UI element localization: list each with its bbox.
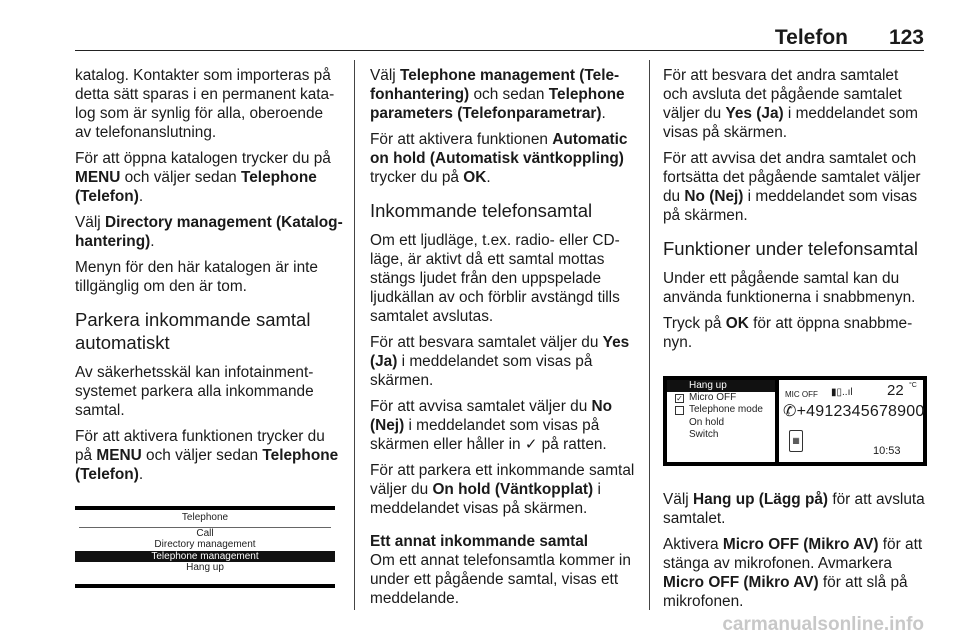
paragraph: Välj Directory management (Kataloghantering). [75,214,343,250]
paragraph: Om ett ljudläge, t.ex. radio- eller CD-läge, är aktivt då ett samtal mottas stängs ljudet från den uppspelade ljudkällan av och förblir avstängd tills samtalet avslutas. [370,232,620,325]
checkbox-checked-icon: ✓ [676,394,683,404]
section-heading: Funktioner under telefonsamtal [663,238,919,259]
paragraph: Välj Telephone management (Telefonhantering) och sedan Telephone parameters (Telefonparametrar). [370,67,625,122]
column-1 [75,66,343,588]
paragraph: Om ett annat telefonsamtla kommer in under ett pågående samtal, visas ett meddelande. [370,552,631,607]
column-2 [370,66,636,615]
checkmark-icon: ✓ [524,436,538,453]
quick-menu-item: On hold [689,416,725,428]
paragraph: För att avvisa samtalet väljer du No (Nej) i meddelandet som visas på skärmen eller håller in ✓ på ratten. [370,398,613,453]
column-3 [663,66,927,618]
signal-strength-icon: ▮▯..ıl [831,387,853,398]
mic-off-label: MIC OFF [785,390,818,399]
page-title: Telefon [774,26,848,49]
call-time: 10:53 [873,445,901,457]
paragraph: För att parkera ett inkommande samtal väljer du On hold (Väntkopplat) i meddelandet visas på skärmen. [370,462,635,517]
paragraph: För att avvisa det andra samtalet och fortsätta det pågående samtalet väljer du No (Nej) i meddelandet som visas på skärmen. [663,150,921,224]
menu-item-hang-up: Hang up [186,562,224,573]
paragraph: Under ett pågående samtal kan du använda funktionerna i snabbmenyn. [663,270,916,306]
paragraph: För att aktivera funktionen Automatic on hold (Automatisk väntkoppling) trycker du på OK. [370,131,628,186]
phone-icon: ▦ [789,430,803,452]
section-heading: Parkera inkommande samtal automatiskt [75,309,311,353]
quick-menu-item: ✓ Micro OFF [676,392,737,404]
paragraph: katalog. Kontakter som importeras på detta sätt sparas i en permanent katalog som är synlig för alla, oberoende av telefonanslutning. [75,67,335,141]
call-status-panel [779,380,923,462]
paragraph: Menyn för den här katalogen är inte tillgänglig om den är tom. [75,259,318,295]
temperature-unit: °C [909,382,917,389]
menu-item-call: Call [196,527,214,539]
header-rule [75,50,924,51]
call-quick-menu-screen [663,376,927,466]
page-header [0,0,960,52]
paragraph: Aktivera Micro OFF (Mikro AV) för att stänga av mikrofonen. Avmarkera Micro OFF (Mikro AV) för att slå på mikrofonen. [663,536,923,610]
section-heading: Inkommande telefonsamtal [370,200,593,221]
paragraph: För att besvara det andra samtalet och avsluta det pågående samtalet väljer du Yes (Ja) i meddelandet som visas på skärmen. [663,67,918,141]
column-divider-1 [354,60,355,610]
paragraph: För att öppna katalogen trycker du på MENU och väljer sedan Telephone (Telefon). [75,150,331,205]
menu-item-directory: Directory management [154,539,256,550]
subsection-heading: Ett annat inkommande samtal [370,533,589,550]
screen-title: Telephone [79,510,331,528]
paragraph: För att aktivera funktionen trycker du på MENU och väljer sedan Telephone (Telefon). [75,428,339,483]
paragraph: Av säkerhetsskäl kan infotainmentsystemet parkera alla inkommande samtal. [75,364,314,419]
column-divider-2 [649,60,650,610]
quick-menu-item: Switch [689,428,719,440]
page-number: 123 [888,26,924,49]
temperature: 22 [887,382,904,399]
phone-number: ✆+4912345678900 [783,403,925,420]
paragraph: För att besvara samtalet väljer du Yes (Ja) i meddelandet som visas på skärmen. [370,334,630,389]
paragraph: Tryck på OK för att öppna snabbmenyn. [663,315,913,351]
checkbox-icon [675,406,684,415]
telephone-menu-screen [75,506,335,588]
menu-item-telephone-management: Telephone management [75,551,335,563]
watermark: carmanualsonline.info [722,614,924,635]
quick-menu-item: Hang up [667,380,775,392]
quick-menu [667,380,775,462]
paragraph: Välj Hang up (Lägg på) för att avsluta samtalet. [663,491,925,527]
quick-menu-item: Telephone mode [667,404,775,416]
